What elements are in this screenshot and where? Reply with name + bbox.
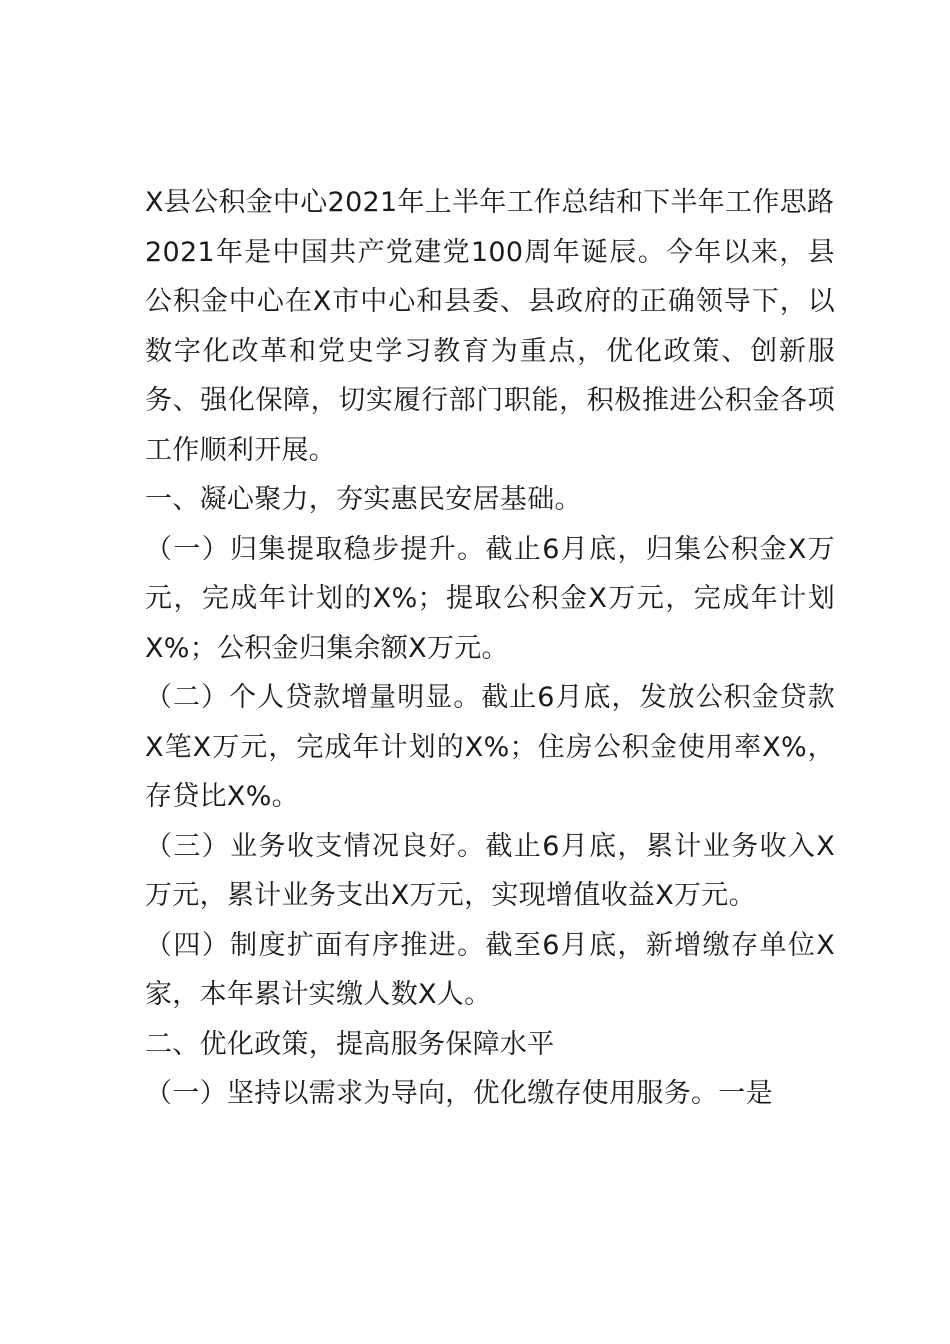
paragraph-personal-loans: （二）个人贷款增量明显。截止6月底，发放公积金贷款X笔X万元，完成年计划的X%；住房公积金使用率X%，存贷比X%。: [145, 682, 835, 812]
document-title: X县公积金中心2021年上半年工作总结和下半年工作思路: [145, 187, 835, 218]
paragraph-collection-withdrawal: （一）归集提取稳步提升。截止6月底，归集公积金X万元，完成年计划的X%；提取公积金X万元，完成年计划X%；公积金归集余额X万元。: [145, 533, 835, 664]
paragraph-system-expansion: （四）制度扩面有序推进。截至6月底，新增缴存单位X家，本年累计实缴人数X人。: [145, 929, 835, 1010]
paragraph-business-revenue: （三）业务收支情况良好。截止6月底，累计业务收入X万元，累计业务支出X万元，实现增值收益X万元。: [145, 830, 835, 911]
section-heading-2: 二、优化政策，提高服务保障水平: [145, 1028, 555, 1060]
paragraph-demand-oriented: （一）坚持以需求为导向，优化缴存使用服务。一是: [145, 1078, 773, 1109]
document-body: [145, 178, 835, 1119]
intro-paragraph: 2021年是中国共产党建党100周年诞辰。今年以来，县公积金中心在X市中心和县委、县政府的正确领导下，以数字化改革和党史学习教育为重点，优化政策、创新服务、强化保障，切实履行部门职能，积极推进公积金各项工作顺利开展。: [145, 236, 835, 466]
section-heading-1: 一、凝心聚力，夯实惠民安居基础。: [145, 484, 582, 515]
